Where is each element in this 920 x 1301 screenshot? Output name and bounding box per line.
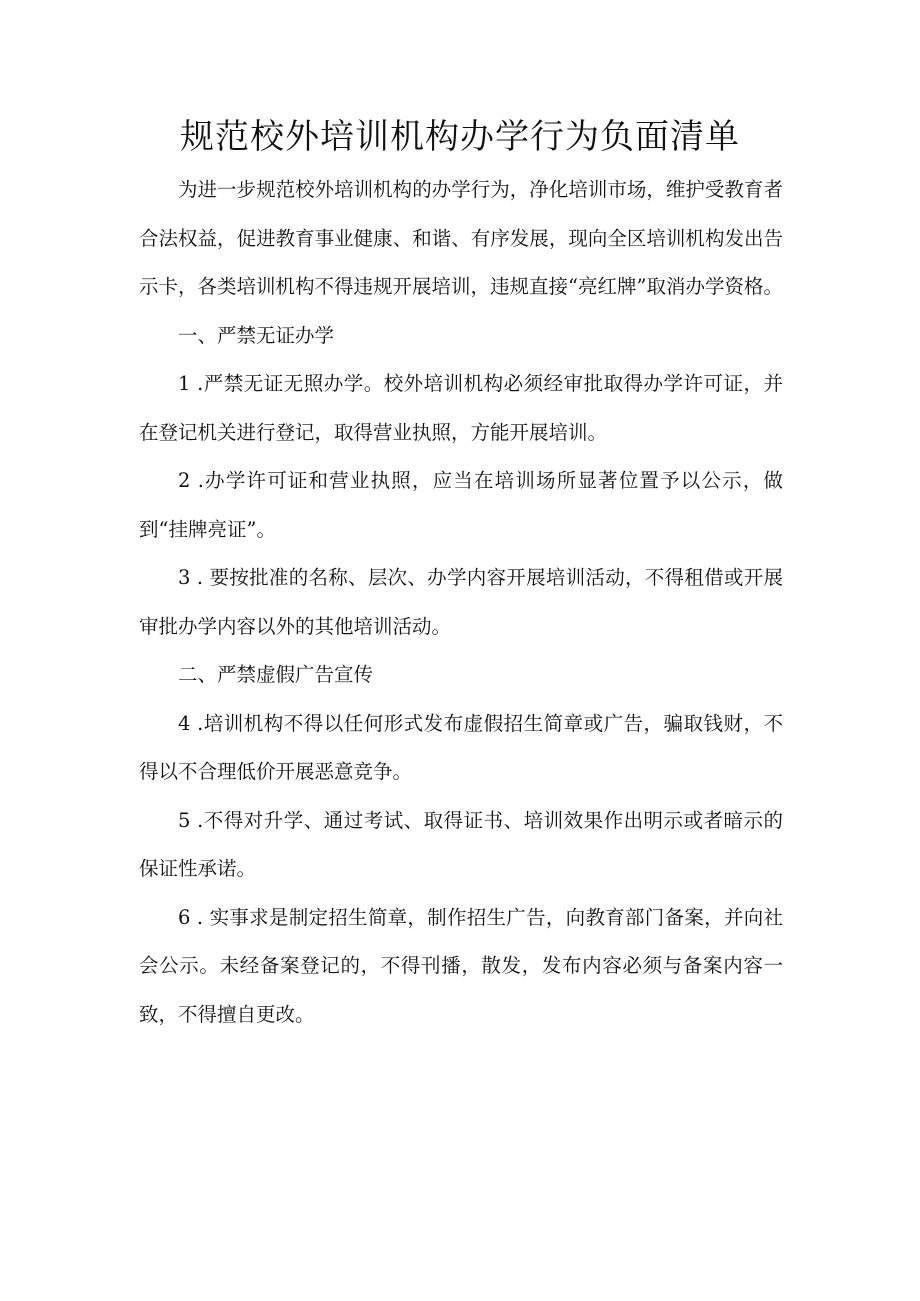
section-heading-2: 二、严禁虚假广告宣传 bbox=[178, 663, 374, 686]
section-heading-1: 一、严禁无证办学 bbox=[178, 323, 335, 347]
list-item: 6 . 实事求是制定招生简章，制作招生广告，向教育部门备案，并向社会公示。未经备案登记的，不得刊播，散发，发布内容必须与备案内容一致，不得擅自更改。 bbox=[139, 905, 783, 1026]
document-title: 规范校外培训机构办学行为负面清单 bbox=[180, 117, 740, 157]
list-item: 3 . 要按批准的名称、层次、办学内容开展培训活动，不得租借或开展审批办学内容以外的其他培训活动。 bbox=[139, 566, 783, 638]
list-item: 5 .不得对升学、通过考试、取得证书、培训效果作出明示或者暗示的保证性承诺。 bbox=[139, 808, 783, 880]
document-body bbox=[139, 166, 783, 1039]
intro-paragraph: 为进一步规范校外培训机构的办学行为，净化培训市场，维护受教育者合法权益，促进教育事业健康、和谐、有序发展，现向全区培训机构发出告示卡，各类培训机构不得违规开展培训，违规直接“亮红牌”取消办学资格。 bbox=[139, 178, 783, 298]
list-item: 2 .办学许可证和营业执照，应当在培训场所显著位置予以公示，做到“挂牌亮证”。 bbox=[139, 469, 783, 541]
list-item: 4 .培训机构不得以任何形式发布虚假招生简章或广告，骗取钱财，不得以不合理低价开展恶意竞争。 bbox=[139, 711, 783, 783]
list-item: 1 .严禁无证无照办学。校外培训机构必须经审批取得办学许可证，并在登记机关进行登记，取得营业执照，方能开展培训。 bbox=[139, 372, 783, 444]
